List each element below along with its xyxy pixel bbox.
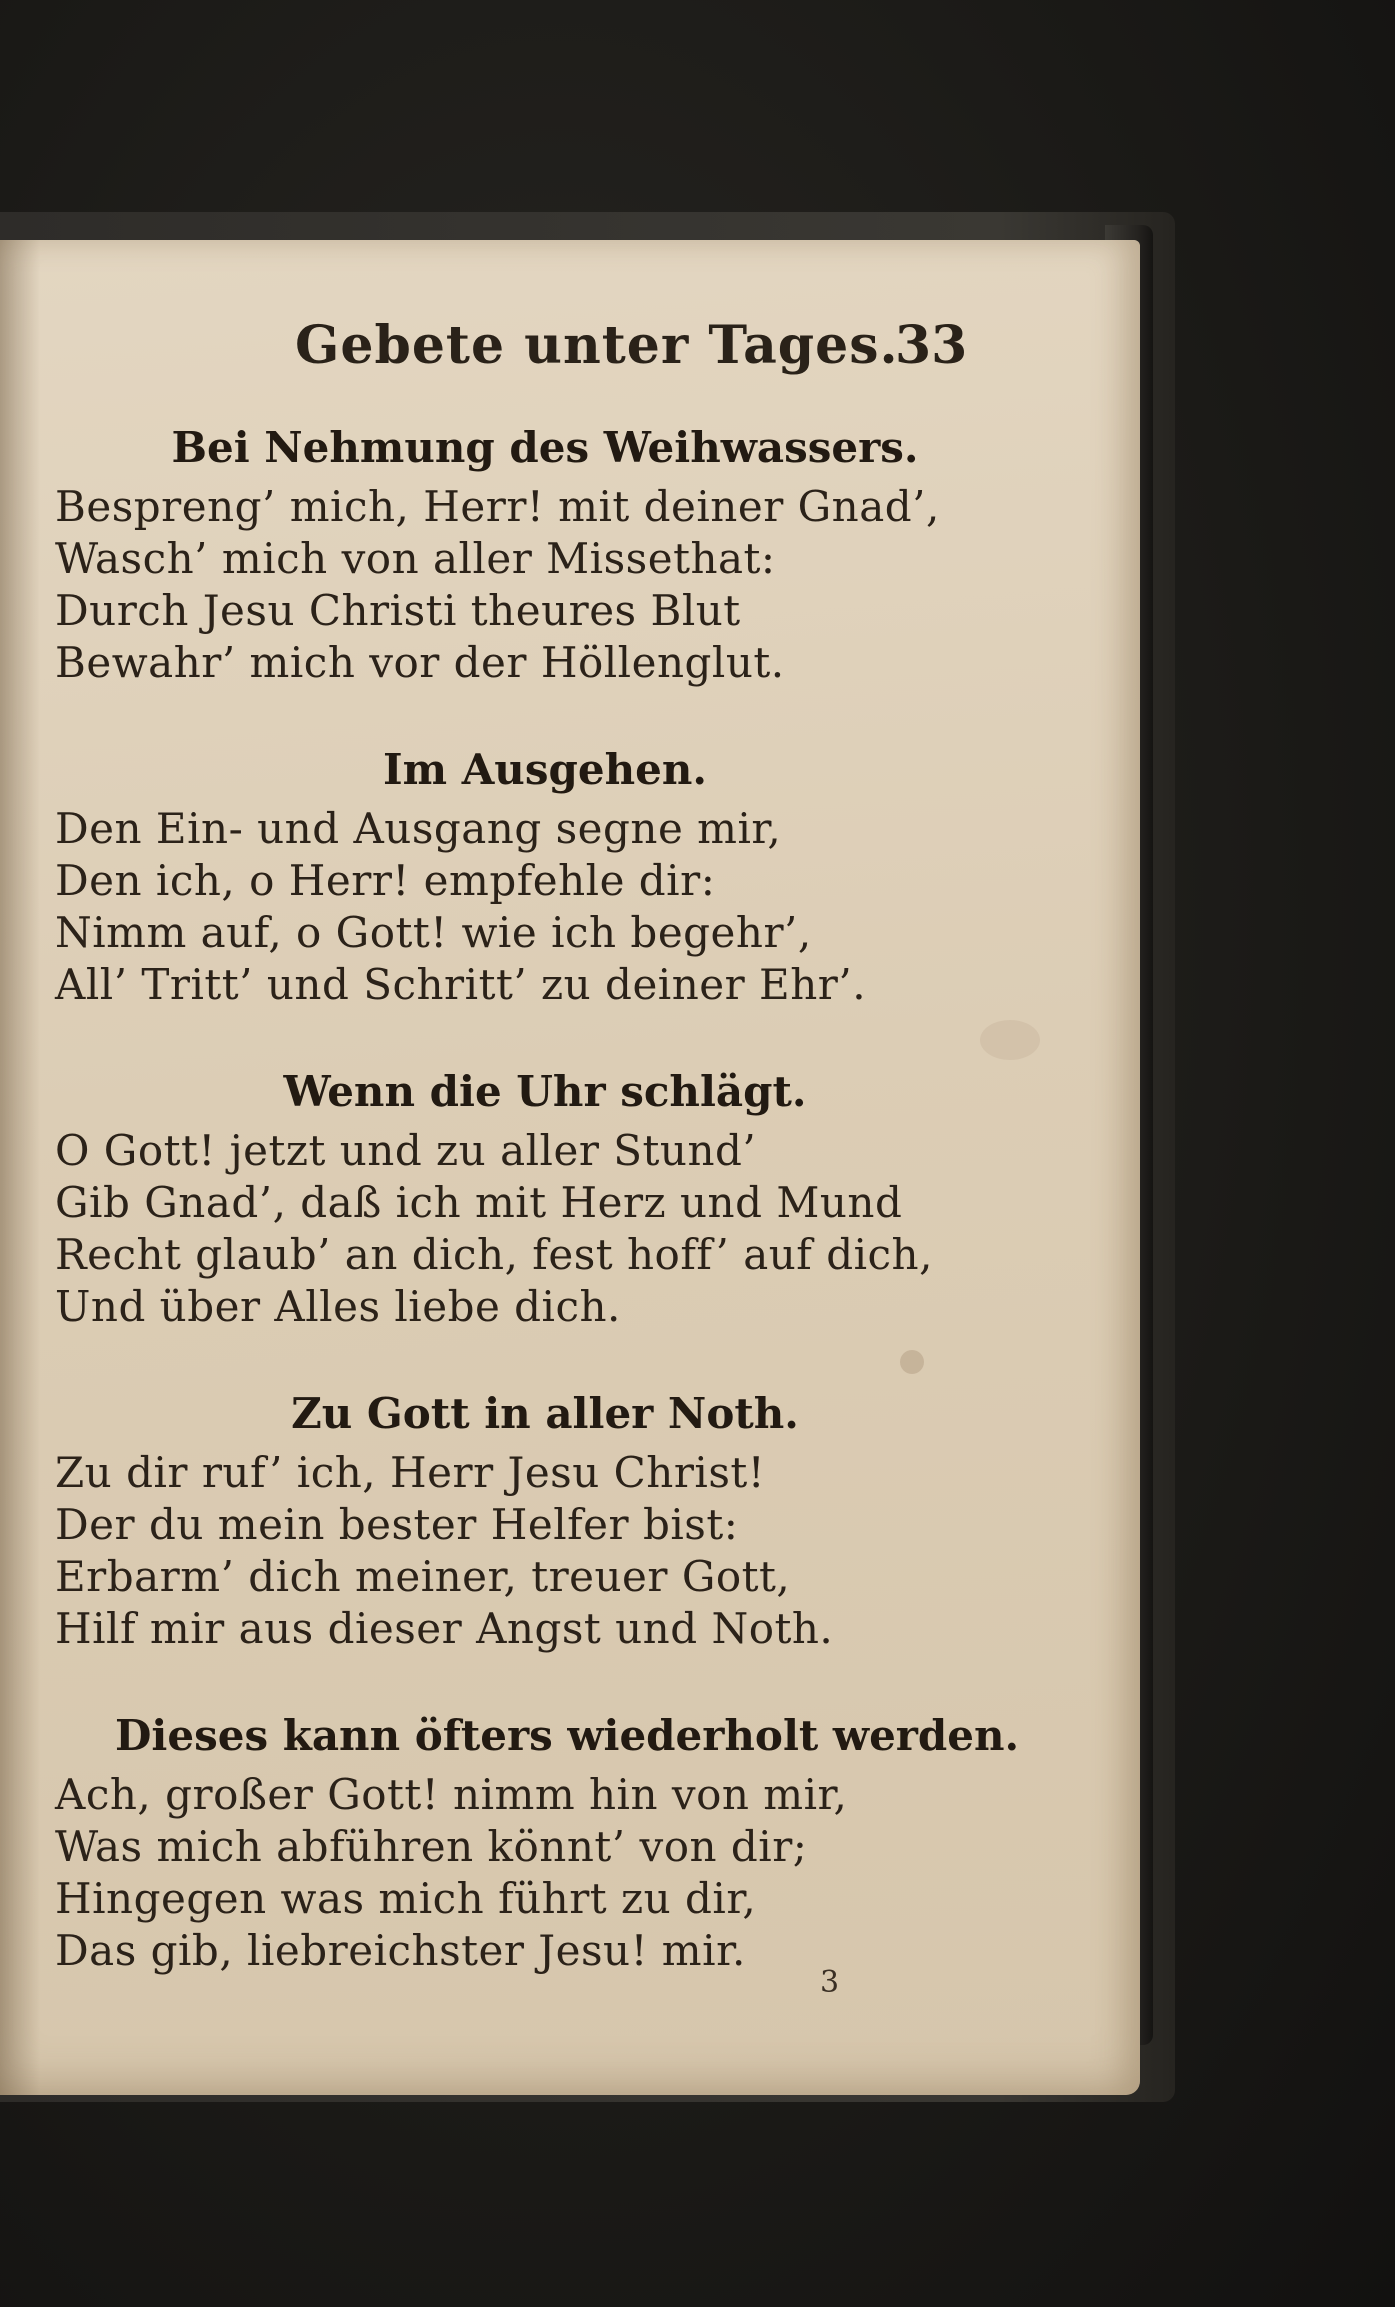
paper-stain [980, 1020, 1040, 1060]
verse-line: Wasch’ mich von aller Missethat: [55, 534, 776, 583]
section-heading: Im Ausgehen. [383, 745, 707, 794]
section-heading: Dieses kann öfters wiederholt werden. [115, 1711, 1020, 1760]
spine-shadow [0, 240, 40, 2095]
page-number: 33 [895, 315, 968, 376]
verse-line: Hingegen was mich führt zu dir, [55, 1874, 757, 1923]
verse-line: Ach, großer Gott! nimm hin von mir, [55, 1770, 848, 1819]
verse-line: Und über Alles liebe dich. [55, 1282, 621, 1331]
verse-line: Hilf mir aus dieser Angst und Noth. [55, 1604, 834, 1653]
prayer-section [55, 1703, 1020, 1977]
verse-line: Den ich, o Herr! empfehle dir: [55, 856, 716, 905]
verse-line: Besprеng’ mich, Herr! mit deiner Gnad’, [55, 482, 940, 531]
prayer-section [55, 1381, 975, 1655]
signature-mark: 3 [820, 1965, 840, 2000]
verse-line: Der du mein bester Helfer bist: [55, 1500, 739, 1549]
verse-line: O Gott! jetzt und zu aller Stund’ [55, 1126, 757, 1175]
section-heading: Wenn die Uhr schlägt. [283, 1067, 807, 1116]
verse-line: Den Ein- und Ausgang segne mir, [55, 804, 782, 853]
verse-line: Gib Gnad’, daß ich mit Herz und Mund [55, 1178, 903, 1227]
verse-line: Recht glaub’ an dich, fest hoff’ auf dich, [55, 1230, 933, 1279]
verse-line: Was mich abführen könnt’ von dir; [55, 1822, 808, 1871]
verse-line: Nimm auf, o Gott! wie ich begehr’, [55, 908, 812, 957]
book-page [0, 240, 1140, 2095]
prayer-section [55, 1059, 975, 1333]
page-header [0, 315, 1000, 395]
section-heading: Bei Nehmung des Weihwassers. [171, 423, 919, 472]
verse-line: Durch Jesu Christi theures Blut [55, 586, 741, 635]
prayer-section [55, 737, 975, 1011]
verse-line: Erbarm’ dich meiner, treuer Gott, [55, 1552, 791, 1601]
page-content [55, 415, 1020, 1977]
verse-line: Bewahr’ mich vor der Höllenglut. [55, 638, 785, 687]
prayer-section [55, 415, 975, 689]
running-title: Gebete unter Tages. [295, 315, 899, 376]
verse-line: All’ Tritt’ und Schritt’ zu deiner Ehr’. [55, 960, 867, 1009]
section-heading: Zu Gott in aller Noth. [291, 1389, 799, 1438]
verse-line: Zu dir ruf’ ich, Herr Jesu Christ! [55, 1448, 766, 1497]
verse-line: Das gib, liebreichster Jesu! mir. [55, 1926, 746, 1975]
